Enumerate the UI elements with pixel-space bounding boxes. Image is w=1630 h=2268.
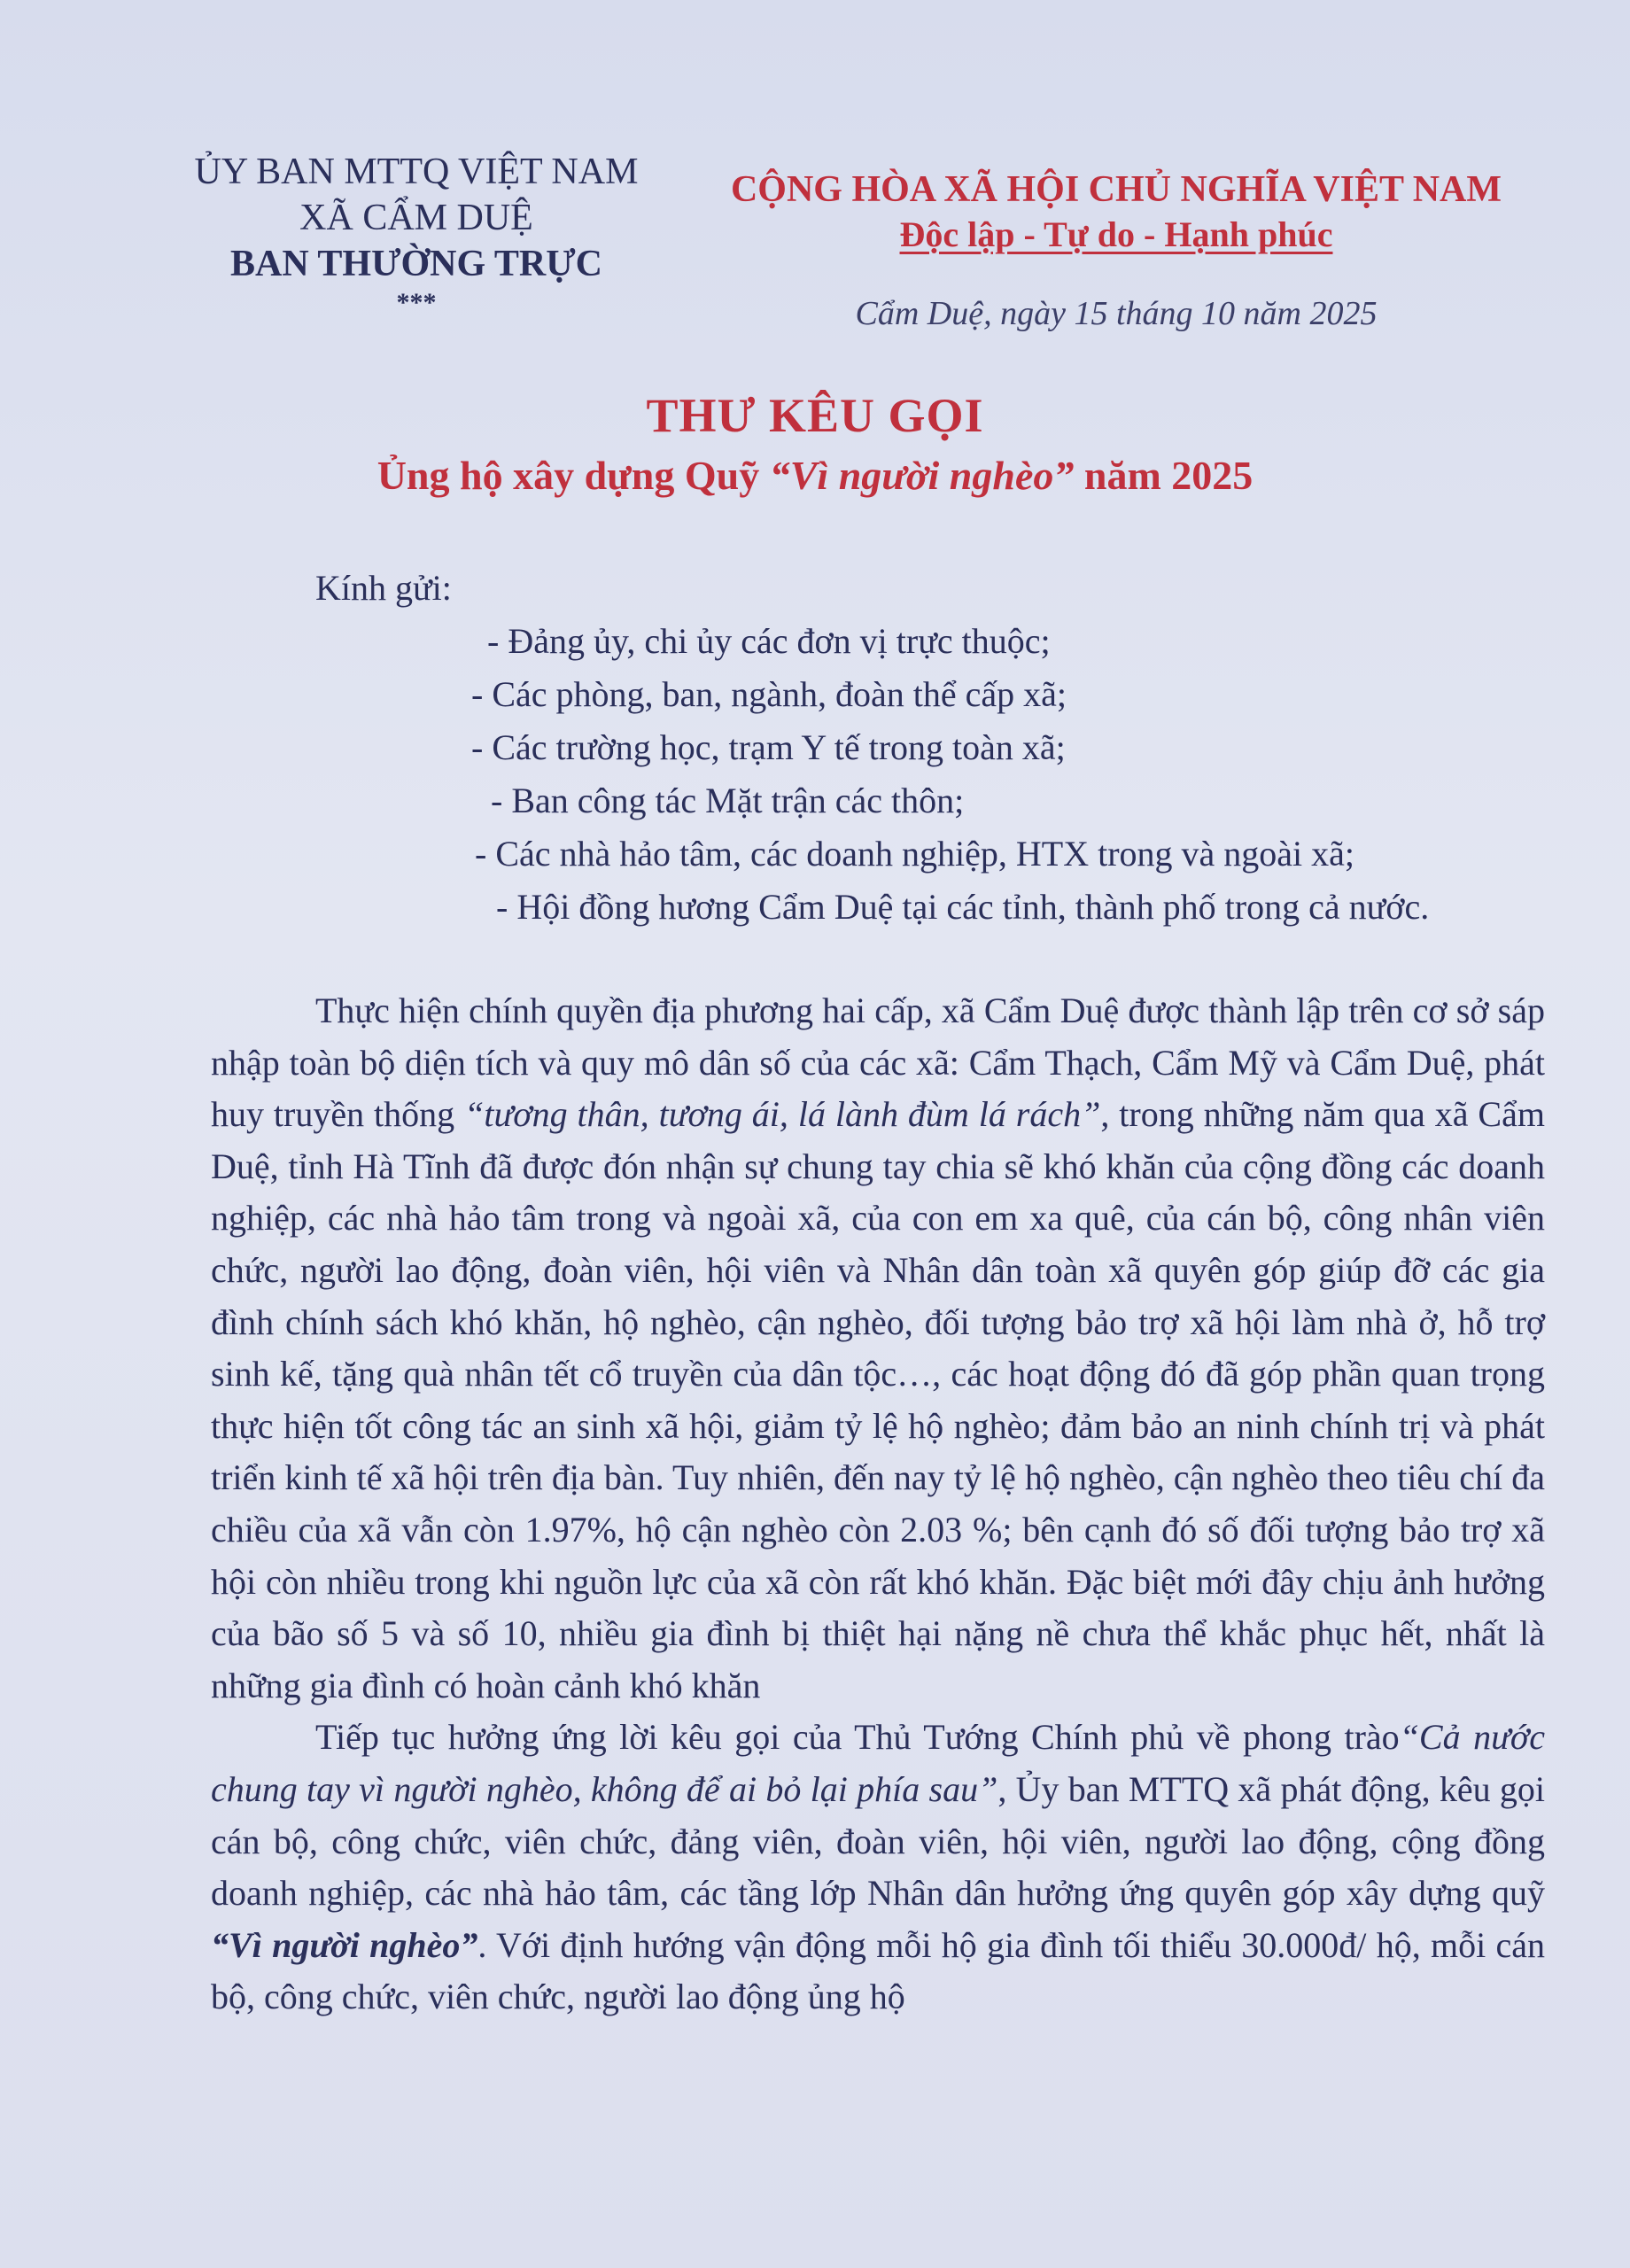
national-motto: Độc lập - Tự do - Hạnh phúc xyxy=(899,214,1333,254)
recipient-item: - Hội đồng hương Cẩm Duệ tại các tỉnh, thành phố trong cả nước. xyxy=(496,887,1430,927)
document-title: THƯ KÊU GỌI xyxy=(646,389,984,442)
subtitle-fund-name: “Vì người nghèo” xyxy=(769,453,1075,498)
p1-quote: “tương thân, tương ái, lá lành đùm lá rách” xyxy=(464,1094,1101,1135)
p2-fund-name: “Vì người nghèo” xyxy=(211,1924,478,1965)
agency-line-1: ỦY BAN MTTQ VIỆT NAM xyxy=(194,151,639,192)
p2-quote: “Cả nước chung tay vì người nghèo, không để ai bỏ lại phía sau” xyxy=(211,1717,1546,1809)
p1-text-b: , trong những năm qua xã Cẩm Duệ, tỉnh Hà Tĩnh đã được đón nhận sự chung tay chia sẽ khó khăn của cộng đồng các doanh nghiệp, các nhà hảo tâm trong và ngoài xã, của con em xa quê, của cán bộ, công nhân viên chức, người lao động, đoàn viên, hội viên và Nhân dân toàn xã quyên góp giúp đỡ các gia đình chính sách khó khăn, hộ nghèo, cận nghèo, đối tượng bảo trợ xã hội làm nhà ở, hỗ trợ sinh kế, tặng quà nhân tết cổ truyền của dân tộc…, các hoạt động đó đã góp phần quan trọng thực hiện tốt công tác an sinh xã hội, giảm tỷ lệ hộ nghèo; đảm bảo an ninh chính trị và phát triển kinh tế xã hội trên địa bàn. Tuy nhiên, đến nay tỷ lệ hộ nghèo, cận nghèo theo tiêu chí đa chiều của xã vẫn còn 1.97%, hộ cận nghèo còn 2.03 %; bên cạnh đó số đối tượng bảo trợ xã hội còn nhiều trong khi nguồn lực của xã còn rất khó khăn. Đặc biệt mới đây chịu ảnh hưởng của bão số 5 và số 10, nhiều gia đình bị thiệt hại nặng nề chưa thể khắc phục hết, nhất là những gia đình có hoàn cảnh khó khăn xyxy=(211,1094,1545,1705)
agency-line-2: XÃ CẨM DUỆ xyxy=(299,198,533,238)
dateline: Cẩm Duệ, ngày 15 tháng 10 năm 2025 xyxy=(855,295,1378,332)
subtitle-post: năm 2025 xyxy=(1074,453,1254,498)
issuing-agency xyxy=(168,149,664,319)
body-paragraph-2 xyxy=(211,1712,1545,2023)
p2-text-b: , Ủy ban MTTQ xã phát động, kêu gọi cán bộ, công chức, viên chức, đảng viên, đoàn viên, hội viên, người lao động, cộng đồng doanh nghiệp, các nhà hảo tâm, các tầng lớp Nhân dân hưởng ứng quyên góp xây dựng quỹ xyxy=(211,1768,1546,1914)
recipient-item: - Các nhà hảo tâm, các doanh nghiệp, HTX trong và ngoài xã; xyxy=(475,834,1355,874)
p2-text-c: . Với định hướng vận động mỗi hộ gia đình tối thiểu 30.000đ/ hộ, mỗi cán bộ, công chức, viên chức, người lao động ủng hộ xyxy=(211,1924,1545,2017)
agency-line-3: BAN THƯỜNG TRỰC xyxy=(229,244,603,284)
body-paragraph-1 xyxy=(211,985,1545,1712)
recipient-item: - Đảng ủy, chi ủy các đơn vị trực thuộc; xyxy=(487,621,1051,661)
recipient-item: - Ban công tác Mặt trận các thôn; xyxy=(491,781,965,820)
national-heading xyxy=(700,167,1533,333)
greeting: Kính gửi: xyxy=(315,568,452,608)
p2-text-a: Tiếp tục hưởng ứng lời kêu gọi của Thủ Tướng Chính phủ về phong trào xyxy=(315,1717,1400,1758)
p1-text-a: Thực hiện chính quyền địa phương hai cấp, xã Cẩm Duệ được thành lập trên cơ sở sáp nhập toàn bộ diện tích và quy mô dân số của các xã: Cẩm Thạch, Cẩm Mỹ và Cẩm Duệ, phát huy truyền thống xyxy=(211,990,1545,1135)
recipient-list xyxy=(461,615,1429,934)
recipient-item: - Các trường học, trạm Y tế trong toàn xã; xyxy=(471,727,1066,767)
letter-body xyxy=(211,985,1545,2023)
recipient-item: - Các phòng, ban, ngành, đoàn thể cấp xã; xyxy=(471,674,1067,714)
agency-stars: *** xyxy=(396,288,437,317)
subtitle-pre: Ủng hộ xây dựng Quỹ xyxy=(376,453,770,498)
nation-name: CỘNG HÒA XÃ HỘI CHỦ NGHĨA VIỆT NAM xyxy=(730,169,1502,210)
document-subtitle xyxy=(0,452,1630,499)
